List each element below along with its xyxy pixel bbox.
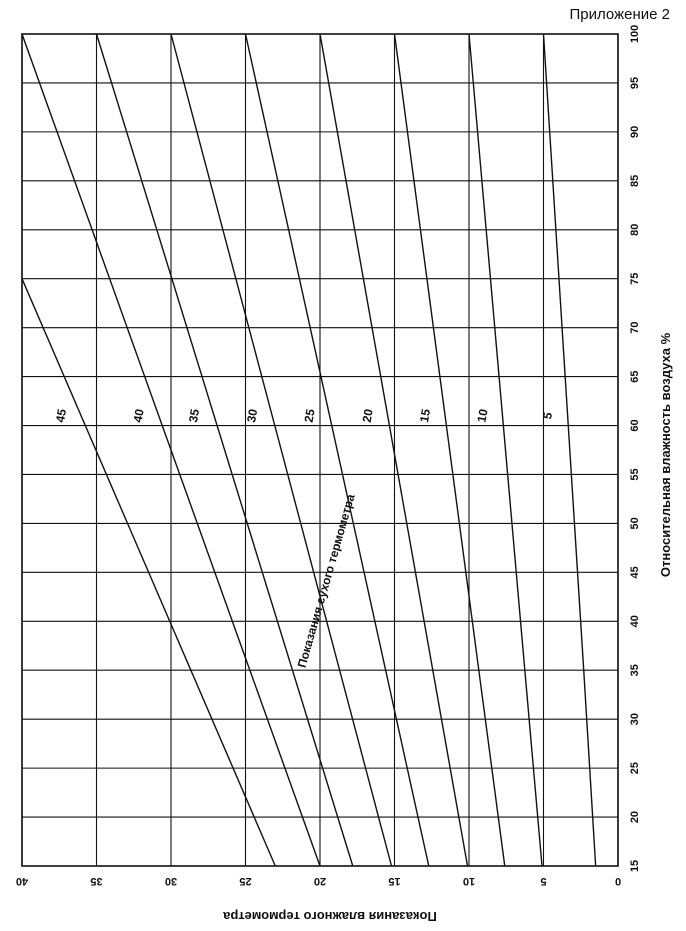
x-tick-label: 50 bbox=[629, 517, 641, 530]
series-label-15: 15 bbox=[417, 407, 434, 424]
x-tick-label: 85 bbox=[629, 174, 641, 187]
x-tick-label: 70 bbox=[629, 321, 641, 334]
x-tick-label: 25 bbox=[629, 761, 641, 775]
y-tick-label: 30 bbox=[164, 875, 178, 887]
x-tick-label: 65 bbox=[629, 370, 641, 383]
series-label-25: 25 bbox=[301, 407, 318, 424]
x-tick-label: 55 bbox=[629, 468, 641, 481]
x-tick-label: 40 bbox=[629, 615, 641, 628]
x-tick-label: 35 bbox=[629, 664, 641, 677]
x-tick-label: 95 bbox=[629, 76, 641, 90]
x-tick-label: 60 bbox=[629, 419, 641, 432]
x-tick-label: 75 bbox=[629, 272, 641, 285]
y-tick-label: 25 bbox=[239, 875, 252, 887]
y-tick-label: 5 bbox=[540, 875, 547, 887]
x-tick-label: 45 bbox=[629, 566, 641, 579]
series-label-35: 35 bbox=[186, 407, 203, 424]
series-label-40: 40 bbox=[130, 407, 147, 424]
x-tick-label: 20 bbox=[629, 810, 641, 824]
x-tick-label: 15 bbox=[629, 859, 641, 873]
series-label-5: 5 bbox=[540, 411, 556, 421]
series-label-30: 30 bbox=[244, 407, 261, 424]
series-label-10: 10 bbox=[474, 407, 491, 424]
curve-labels bbox=[53, 408, 555, 424]
appendix-label: Приложение 2 bbox=[569, 6, 670, 23]
y-tick-label: 20 bbox=[313, 875, 327, 887]
series-label-45: 45 bbox=[53, 407, 70, 424]
y-tick-label: 0 bbox=[614, 875, 622, 887]
series-lines bbox=[22, 34, 596, 866]
grid-lines bbox=[22, 34, 618, 866]
series-line-5 bbox=[544, 34, 596, 866]
series-line-10 bbox=[469, 34, 542, 866]
y-tick-label: 40 bbox=[15, 875, 29, 887]
x-tick-label: 30 bbox=[629, 713, 641, 726]
x-tick-label: 100 bbox=[629, 24, 641, 44]
tick-labels bbox=[16, 25, 641, 887]
x-tick-label: 90 bbox=[629, 125, 641, 139]
y-tick-label: 15 bbox=[388, 875, 401, 887]
series-line-20 bbox=[320, 34, 468, 866]
series-line-35 bbox=[97, 34, 353, 866]
x-axis-title: Относительная влажность воздуха % bbox=[658, 332, 673, 578]
x-tick-label: 80 bbox=[629, 223, 641, 236]
series-line-15 bbox=[395, 34, 505, 866]
series-label-20: 20 bbox=[359, 407, 376, 424]
y-tick-label: 10 bbox=[462, 875, 476, 887]
dry-thermometer-label: Показания сухого термометра bbox=[294, 492, 358, 670]
y-tick-label: 35 bbox=[90, 875, 103, 887]
y-axis-title: Показания влажного термометра bbox=[223, 909, 437, 924]
series-line-25 bbox=[246, 34, 429, 866]
series-line-30 bbox=[171, 34, 392, 866]
